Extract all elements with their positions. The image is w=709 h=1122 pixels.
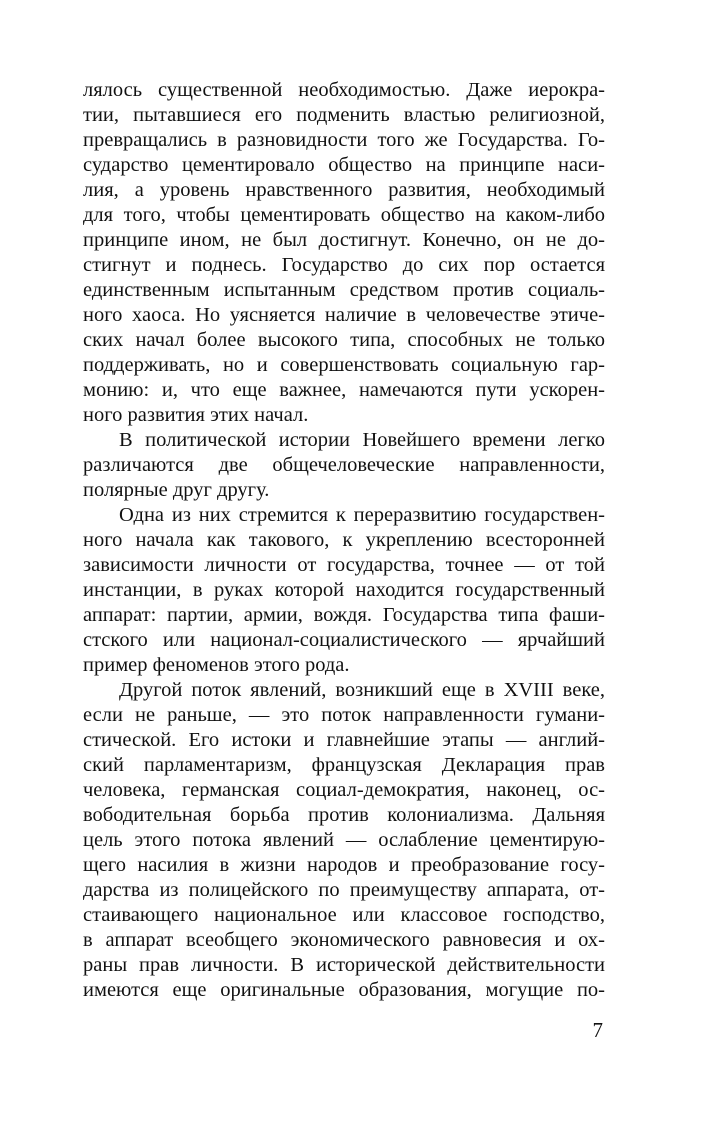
text-line: В политической истории Новейшего времени легко — [119, 429, 605, 451]
text-line: дарства из полицейского по преимуществу аппарата, от- — [83, 879, 605, 901]
body-text — [83, 78, 605, 1003]
text-line: монию: и, что еще важнее, намечаются пути ускорен- — [83, 379, 605, 401]
text-line: превращались в разновидности того же Государства. Го- — [83, 129, 605, 151]
text-line: ский парламентаризм, французская Декларация прав — [83, 754, 605, 776]
text-line: ного начала как такового, к укреплению всесторонней — [83, 529, 605, 551]
text-line: раны прав личности. В исторической действительности — [83, 954, 605, 976]
text-line: ских начал более высокого типа, способных не только — [83, 329, 605, 351]
text-line: аппарат: партии, армии, вождя. Государства типа фаши- — [83, 604, 605, 626]
text-line: в аппарат всеобщего экономического равновесия и ох- — [83, 929, 605, 951]
text-line: ного развития этих начал. — [83, 404, 309, 426]
text-line: стической. Его истоки и главнейшие этапы — англий- — [83, 729, 605, 751]
text-line: поддерживать, но и совершенствовать социальную гар- — [83, 354, 605, 376]
text-line: имеются еще оригинальные образования, могущие по- — [83, 979, 605, 1001]
text-line: если не раньше, — это поток направленности гумани- — [83, 704, 605, 726]
text-line: стигнут и поднесь. Государство до сих пор остается — [83, 254, 605, 276]
text-line: пример феноменов этого рода. — [83, 654, 350, 676]
text-line: цель этого потока явлений — ослабление цементирую- — [83, 829, 605, 851]
text-line: человека, германская социал-демократия, наконец, ос- — [83, 779, 605, 801]
text-line: вободительная борьба против колониализма. Дальняя — [83, 804, 605, 826]
text-line: для того, чтобы цементировать общество на каком-либо — [83, 204, 605, 226]
text-line: различаются две общечеловеческие направленности, — [83, 454, 605, 476]
text-line: сударство цементировало общество на принципе наси- — [83, 154, 605, 176]
text-line: принципе ином, не был достигнут. Конечно, он не до- — [83, 229, 605, 251]
text-line: Одна из них стремится к переразвитию государствен- — [119, 504, 605, 526]
page-number: 7 — [592, 1018, 603, 1042]
text-line: стаивающего национальное или классовое господство, — [83, 904, 605, 926]
text-line: щего насилия в жизни народов и преобразование госу- — [83, 854, 605, 876]
text-line: стского или национал-социалистического — ярчайший — [83, 629, 605, 651]
text-line: лялось существенной необходимостью. Даже иерокра- — [83, 79, 605, 101]
text-line: лия, а уровень нравственного развития, необходимый — [83, 179, 605, 201]
text-line: тии, пытавшиеся его подменить властью религиозной, — [83, 104, 605, 126]
text-line: зависимости личности от государства, точнее — от той — [83, 554, 605, 576]
text-line: инстанции, в руках которой находится государственный — [83, 579, 605, 601]
text-line: Другой поток явлений, возникший еще в XVIII веке, — [119, 679, 605, 701]
text-line: ного хаоса. Но уясняется наличие в человечестве этиче- — [83, 304, 605, 326]
text-line: полярные друг другу. — [83, 479, 270, 501]
text-line: единственным испытанным средством против социаль- — [83, 279, 605, 301]
